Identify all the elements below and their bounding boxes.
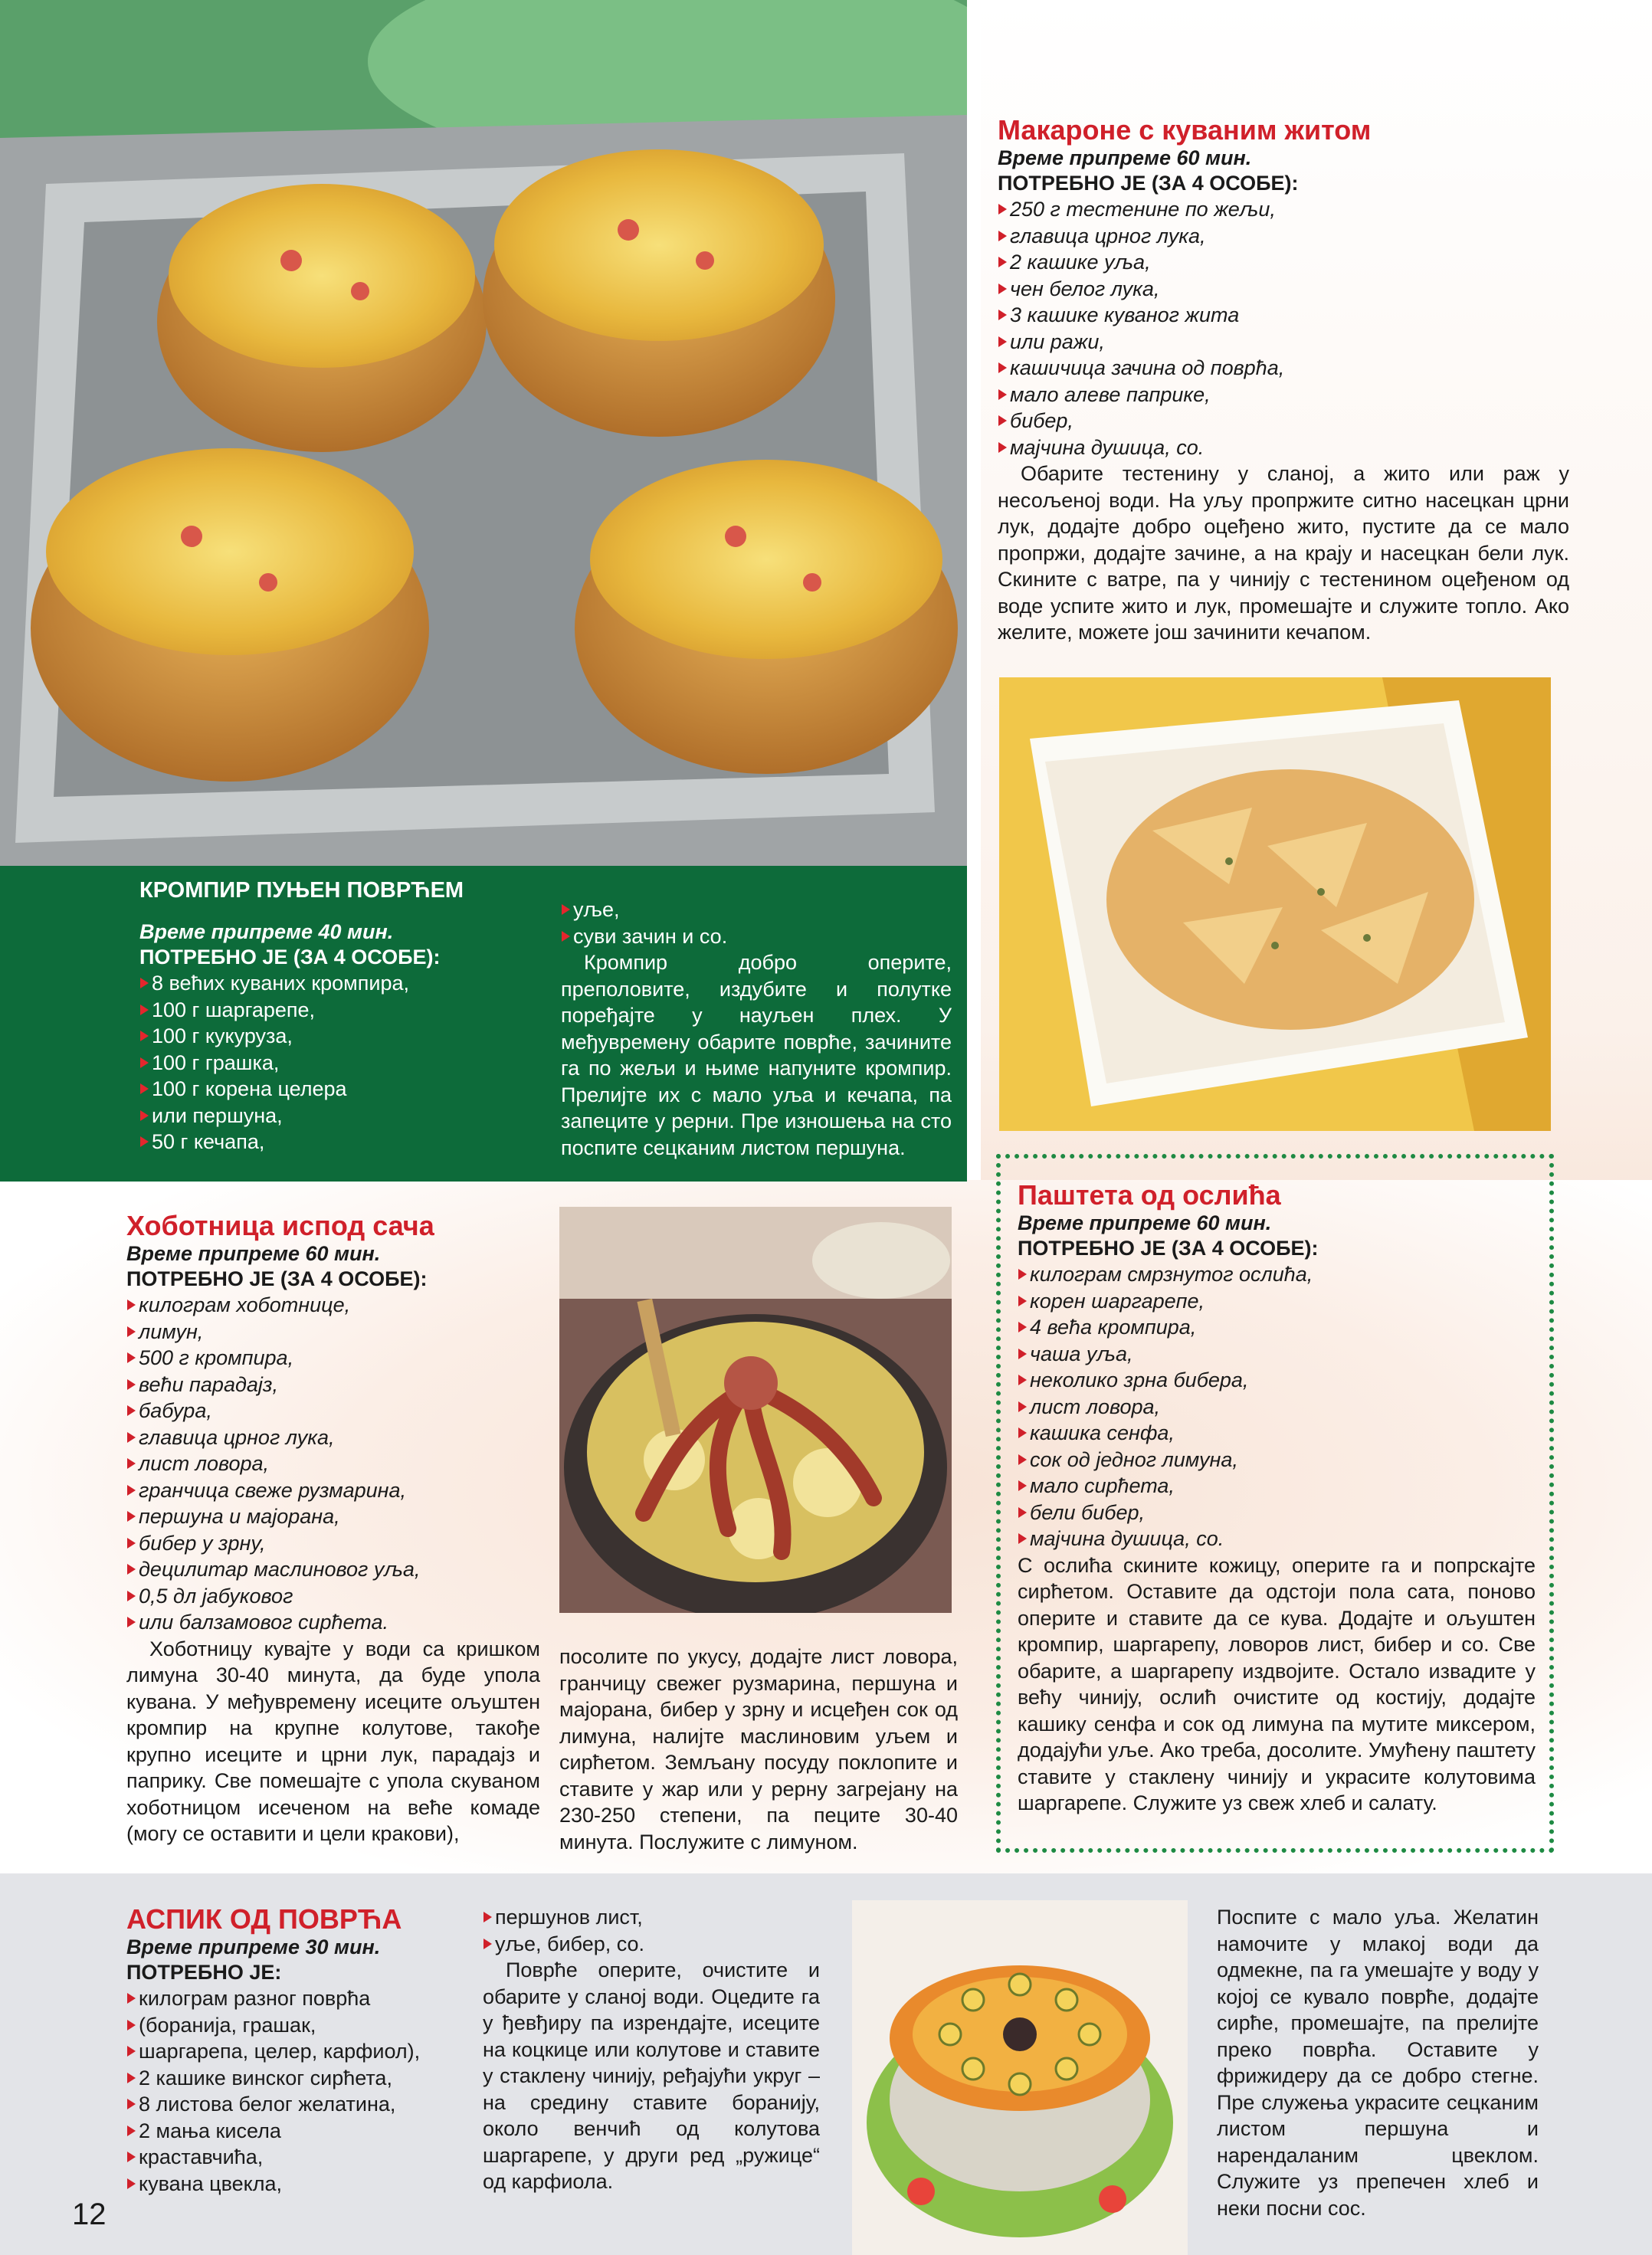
ingredient: 2 мања кисела: [126, 2118, 464, 2145]
ingredient: или ражи,: [998, 329, 1569, 356]
ingredients-list: [1018, 1261, 1536, 1552]
prep-time: Време припреме 60 мин.: [1018, 1211, 1272, 1234]
ingredient: 8 листова белог желатина,: [126, 2091, 464, 2118]
ingredient: бибер у зрну,: [126, 1530, 540, 1557]
ingredient: 500 г кромпира,: [126, 1345, 540, 1372]
recipe-instructions: Поврће оперите, очистите и обарите у сланој води. Оцедите га у ђевђиру па изрендајте, исеците на коцкице или колутове и ставите у стаклену чинију, ређајући укруг – на средину ставите боранију, около венчић од колутова шаргарепе, у други ред „ружице“ од карфиола.: [483, 1958, 820, 2193]
servings: ПОТРЕБНО ЈЕ (ЗА 4 ОСОБЕ):: [139, 946, 441, 969]
recipe-title: Паштета од ослића: [1018, 1179, 1281, 1211]
ingredient: чен белог лука,: [998, 276, 1569, 303]
ingredient: першуна и мајорана,: [126, 1503, 540, 1530]
ingredient: уље,: [561, 896, 952, 923]
ingredient: 100 г корена целера: [139, 1076, 553, 1103]
ingredient: главица црног лука,: [126, 1424, 540, 1451]
prep-time: Време припреме 40 мин.: [139, 920, 394, 943]
page-number: 12: [72, 2198, 107, 2231]
ingredient: мајчина душица, со.: [998, 434, 1569, 461]
ingredient: 4 већа кромпира,: [1018, 1314, 1536, 1341]
recipe-title: Макароне с куваним житом: [998, 114, 1372, 146]
ingredient: краставчића,: [126, 2144, 464, 2171]
stuffed-potatoes-recipe-box: [0, 866, 967, 1182]
ingredient: килограм разног поврћа: [126, 1985, 464, 2012]
ingredient: 2 кашике уља,: [998, 249, 1569, 276]
ingredient: 3 кашике куваног жита: [998, 302, 1569, 329]
ingredient: чаша уља,: [1018, 1341, 1536, 1368]
ingredient: 0,5 дл јабуковог: [126, 1583, 540, 1610]
ingredient: корен шаргарепе,: [1018, 1288, 1536, 1315]
ingredient: кашика сенфа,: [1018, 1420, 1536, 1447]
ingredient: бели бибер,: [1018, 1500, 1536, 1526]
recipe-instructions: Хоботницу кувајте у води са кришком лимуна 30-40 минута, да буде упола кувана. У међувремену исеците ољуштен кромпир на крупне колутове, такође крупно исеците и црни лук, парадајз и паприку. Све помешајте с упола скуваном хоботницом исеченом на веће комаде (могу се оставити и цели кракови),: [126, 1637, 540, 1845]
pasta-photo: [999, 677, 1551, 1131]
prep-time: Време припреме 60 мин.: [998, 146, 1252, 169]
ingredient: или першуна,: [139, 1103, 553, 1129]
ingredients-list: [139, 970, 553, 1155]
ingredient: већи парадајз,: [126, 1372, 540, 1398]
ingredient: кувана цвекла,: [126, 2171, 464, 2198]
ingredient: децилитар маслиновог уља,: [126, 1556, 540, 1583]
octopus-recipe: [126, 1211, 540, 1847]
ingredient: мало алеве паприке,: [998, 382, 1569, 408]
ingredient: 100 г грашка,: [139, 1050, 553, 1077]
prep-time: Време припреме 30 мин.: [126, 1935, 381, 1958]
aspic-recipe-continued: [483, 1904, 820, 2195]
servings: ПОТРЕБНО ЈЕ (ЗА 4 ОСОБЕ):: [998, 172, 1299, 195]
ingredient: лист ловора,: [126, 1450, 540, 1477]
ingredient: 250 г тестенине по жељи,: [998, 196, 1569, 223]
servings: ПОТРЕБНО ЈЕ (ЗА 4 ОСОБЕ):: [126, 1267, 428, 1290]
ingredient: или балзамовог сирћета.: [126, 1609, 540, 1636]
recipe-instructions: посолите по укусу, додајте лист ловора, гранчицу свежег рузмарина, першуна и мајорана, бибер у зрну и исцеђен сок од лимуна, налијте маслиновим уљем и сирћетом. Земљану посуду поклопите и ставите у жар или у рерну загрејану на 230-250 степени, па пеците 30-40 минута. Послужите с лимуном.: [559, 1645, 958, 1853]
recipe-title: КРОМПИР ПУЊЕН ПОВРЋЕМ: [139, 878, 464, 903]
ingredient: главица црног лука,: [998, 223, 1569, 250]
recipe-instructions: Обарите тестенину у сланој, а жито или раж у несољеној води. На уљу пропржите ситно насецкан црни лук, додајте добро оцеђено жито, пустите да се мало пропржи, додајте зачине, а на крају и насецкан бели лук. Скините с ватре, па у чинију с тестенином оцеђеном од воде успите жито и лук, промешајте и служите топло. Ако желите, можете још зачинити кечапом.: [998, 462, 1569, 644]
recipe-instructions: Поспите с мало уља. Желатин намочите у млакој води да одмекне, па га умешајте у воду у којој се кувало поврће, додајте сирће, промешајте, па прелијте преко поврћа. Оставите у фрижидеру да се добро стегне. Пре служења украсите сецканим листом першуна и нарендаланим цвеклом. Служите уз препечен хлеб и неки посни сос.: [1217, 1906, 1539, 2220]
ingredient: 100 г кукуруза,: [139, 1023, 553, 1050]
ingredient: уље, бибер, со.: [483, 1931, 820, 1958]
servings: ПОТРЕБНО ЈЕ:: [126, 1961, 282, 1984]
hake-pate-recipe: [1018, 1180, 1536, 1817]
ingredient: лимун,: [126, 1319, 540, 1345]
aspic-recipe-end: [1217, 1904, 1539, 2221]
recipe-instructions: С ослића скините кожицу, оперите га и попрскајте сирћетом. Оставите да одстоји пола сата, поново оперите и ставите да се кува. Додајте и ољуштен кромпир, шаргарепу, ловоров лист, бибер и со. Све обарите, а шаргарепу издвојите. Остало извадите у већу чинију, ослић очистите од костију, додајте кашику сенфа и сок од лимуна па мутите миксером, додајући уље. Ако треба, досолите. Умућену паштету ставите у стаклену чинију и украсите колутовима шаргарепе. Служите уз свеж хлеб и салату.: [1018, 1553, 1536, 1814]
ingredient: суви зачин и со.: [561, 923, 952, 950]
ingredient: бабура,: [126, 1398, 540, 1424]
ingredient: мало сирћета,: [1018, 1473, 1536, 1500]
ingredients-list: [126, 1985, 464, 2197]
ingredient: гранчица свеже рузмарина,: [126, 1477, 540, 1504]
stuffed-potatoes-photo: [0, 0, 967, 866]
recipe-instructions: Кромпир добро оперите, преполовите, издубите и полутке поређајте у науљен плех. У међувремену обарите поврће, зачините га по жељи и њиме напуните кромпир. Прелијте их с мало уља и кечапа, па запеците у рерни. Пре изношења на сто поспите сецканим листом першуна.: [561, 951, 952, 1159]
ingredient: килограм смрзнутог ослића,: [1018, 1261, 1536, 1288]
ingredient: килограм хоботнице,: [126, 1292, 540, 1319]
ingredient: першунов лист,: [483, 1904, 820, 1931]
ingredient: мајчина душица, со.: [1018, 1526, 1536, 1552]
ingredient: сок од једног лимуна,: [1018, 1447, 1536, 1473]
octopus-recipe-continued: [559, 1644, 958, 1855]
ingredient: (боранија, грашак,: [126, 2012, 464, 2039]
recipe-title: Хоботница испод сача: [126, 1210, 434, 1241]
ingredient: 8 већих куваних кромпира,: [139, 970, 553, 997]
ingredient: бибер,: [998, 408, 1569, 434]
ingredient: неколико зрна бибера,: [1018, 1367, 1536, 1394]
ingredient: 50 г кечапа,: [139, 1129, 553, 1155]
aspic-recipe: [126, 1904, 464, 2197]
prep-time: Време припреме 60 мин.: [126, 1242, 381, 1265]
octopus-photo: [559, 1207, 952, 1613]
recipe-title: АСПИК ОД ПОВРЋА: [126, 1903, 402, 1935]
ingredient: кашичица зачина од поврћа,: [998, 355, 1569, 382]
ingredient: 2 кашике винског сирћета,: [126, 2065, 464, 2092]
ingredients-list-continued: [483, 1904, 820, 1957]
servings: ПОТРЕБНО ЈЕ (ЗА 4 ОСОБЕ):: [1018, 1237, 1319, 1260]
ingredients-list: [126, 1292, 540, 1636]
ingredient: шаргарепа, целер, карфиол),: [126, 2038, 464, 2065]
ingredients-list: [998, 196, 1569, 461]
ingredient: 100 г шаргарепе,: [139, 997, 553, 1024]
makarone-recipe: [998, 115, 1569, 646]
aspic-photo: [852, 1900, 1188, 2255]
ingredients-list-continued: [561, 896, 952, 949]
ingredient: лист ловора,: [1018, 1394, 1536, 1421]
